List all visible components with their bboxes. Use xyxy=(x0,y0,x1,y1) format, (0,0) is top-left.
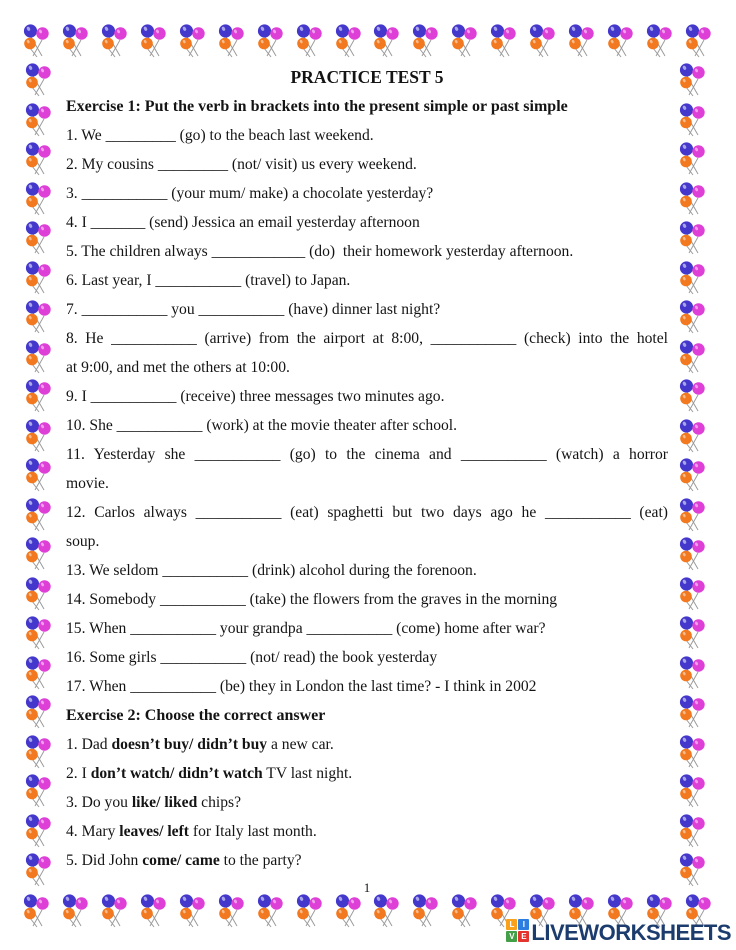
exercise1-item: 15. When ___________ your grandpa ___________ (come) home after war? xyxy=(66,620,546,637)
exercise1-item: 6. Last year, I ___________ (travel) to Japan. xyxy=(66,272,351,289)
balloon-cluster-icon xyxy=(24,181,54,219)
exercise1-item: 7. ___________ you ___________ (have) dinner last night? xyxy=(66,301,441,318)
balloon-cluster-icon xyxy=(334,23,364,61)
balloon-cluster-icon xyxy=(139,23,169,61)
exercise1-item: 12. Carlos always ___________ (eat) spaghetti but two days ago he ___________ (eat) soup. xyxy=(66,504,668,550)
balloon-cluster-icon xyxy=(24,339,54,377)
balloon-cluster-icon xyxy=(606,23,636,61)
balloon-cluster-icon xyxy=(678,536,708,574)
balloon-cluster-icon xyxy=(684,23,714,61)
balloon-cluster-icon xyxy=(24,576,54,614)
exercise2-item: 1. Dad doesn’t buy/ didn’t buy a new car. xyxy=(66,736,334,753)
balloon-cluster-icon xyxy=(678,655,708,693)
logo-letter-v: V xyxy=(506,931,517,942)
border-right xyxy=(678,62,708,890)
balloon-cluster-icon xyxy=(100,23,130,61)
balloon-cluster-icon xyxy=(678,299,708,337)
exercise2-heading: Exercise 2: Choose the correct answer xyxy=(66,707,326,724)
balloon-cluster-icon xyxy=(678,260,708,298)
balloon-cluster-icon xyxy=(678,457,708,495)
balloon-cluster-icon xyxy=(256,23,286,61)
balloon-cluster-icon xyxy=(678,813,708,851)
page-number: 1 xyxy=(363,880,371,895)
balloon-cluster-icon xyxy=(24,418,54,456)
balloon-cluster-icon xyxy=(24,536,54,574)
balloon-cluster-icon xyxy=(678,378,708,416)
balloon-cluster-icon xyxy=(528,23,558,61)
balloon-cluster-icon xyxy=(24,378,54,416)
balloon-cluster-icon xyxy=(24,734,54,772)
exercise1-item: 4. I _______ (send) Jessica an email yesterday afternoon xyxy=(66,214,420,231)
balloon-cluster-icon xyxy=(24,773,54,811)
balloon-cluster-icon xyxy=(678,694,708,732)
exercise2-item: 4. Mary leaves/ left for Italy last month. xyxy=(66,823,317,840)
border-left xyxy=(24,62,54,890)
liveworksheets-footer[interactable] xyxy=(506,919,731,946)
exercise2-item: 5. Did John come/ came to the party? xyxy=(66,852,302,869)
balloon-cluster-icon xyxy=(24,655,54,693)
page-title: PRACTICE TEST 5 xyxy=(290,67,444,87)
balloon-cluster-icon xyxy=(24,852,54,890)
balloon-cluster-icon xyxy=(61,23,91,61)
liveworksheets-logo-icon[interactable] xyxy=(506,919,529,943)
balloon-cluster-icon xyxy=(295,23,325,61)
liveworksheets-brand[interactable]: LIVEWORKSHEETS xyxy=(531,919,731,945)
balloon-cluster-icon xyxy=(24,615,54,653)
balloon-cluster-icon xyxy=(450,23,480,61)
balloon-cluster-icon xyxy=(678,220,708,258)
logo-letter-e: E xyxy=(518,931,529,942)
exercise1-item: 10. She ___________ (work) at the movie theater after school. xyxy=(66,417,458,434)
exercise1-item: 14. Somebody ___________ (take) the flowers from the graves in the morning xyxy=(66,591,558,608)
worksheet-content xyxy=(66,63,668,901)
exercise1-item: 16. Some girls ___________ (not/ read) the book yesterday xyxy=(66,649,438,666)
exercise1-item: 3. ___________ (your mum/ make) a chocolate yesterday? xyxy=(66,185,434,202)
balloon-cluster-icon xyxy=(372,23,402,61)
balloon-cluster-icon xyxy=(567,23,597,61)
exercise1-items xyxy=(66,121,668,701)
exercise1-item: 9. I ___________ (receive) three messages two minutes ago. xyxy=(66,388,445,405)
balloon-cluster-icon xyxy=(489,23,519,61)
exercise1-item: 13. We seldom ___________ (drink) alcohol during the forenoon. xyxy=(66,562,477,579)
exercise2-item: 3. Do you like/ liked chips? xyxy=(66,794,242,811)
balloon-cluster-icon xyxy=(678,339,708,377)
balloon-cluster-icon xyxy=(678,497,708,535)
balloon-cluster-icon xyxy=(678,62,708,100)
balloon-cluster-icon xyxy=(217,23,247,61)
exercise1-item: 1. We _________ (go) to the beach last weekend. xyxy=(66,127,374,144)
exercise1-item: 8. He ___________ (arrive) from the airport at 8:00, ___________ (check) into the hotel at 9:00, and met the others at 10:00. xyxy=(66,330,668,376)
balloon-cluster-icon xyxy=(678,576,708,614)
exercise2-items xyxy=(66,730,668,875)
balloon-cluster-icon xyxy=(678,141,708,179)
balloon-cluster-icon xyxy=(24,141,54,179)
balloon-cluster-icon xyxy=(645,23,675,61)
balloon-cluster-icon xyxy=(22,23,52,61)
balloon-cluster-icon xyxy=(24,457,54,495)
exercise1-item: 5. The children always ____________ (do) their homework yesterday afternoon. xyxy=(66,243,574,260)
balloon-cluster-icon xyxy=(411,23,441,61)
exercise1-heading: Exercise 1: Put the verb in brackets into the present simple or past simple xyxy=(66,98,568,115)
balloon-cluster-icon xyxy=(24,813,54,851)
balloon-cluster-icon xyxy=(678,773,708,811)
balloon-cluster-icon xyxy=(22,893,52,931)
border-top xyxy=(22,23,714,61)
exercise1-item: 11. Yesterday she ___________ (go) to the cinema and ___________ (watch) a horror movie. xyxy=(66,446,668,492)
logo-letter-i: I xyxy=(518,919,529,930)
balloon-cluster-icon xyxy=(24,299,54,337)
logo-letter-l: L xyxy=(506,919,517,930)
balloon-cluster-icon xyxy=(678,181,708,219)
balloon-cluster-icon xyxy=(24,694,54,732)
balloon-cluster-icon xyxy=(678,852,708,890)
balloon-cluster-icon xyxy=(678,418,708,456)
balloon-cluster-icon xyxy=(24,102,54,140)
balloon-cluster-icon xyxy=(178,23,208,61)
exercise2-item: 2. I don’t watch/ didn’t watch TV last night. xyxy=(66,765,353,782)
balloon-cluster-icon xyxy=(678,102,708,140)
balloon-cluster-icon xyxy=(24,497,54,535)
balloon-cluster-icon xyxy=(24,62,54,100)
balloon-cluster-icon xyxy=(678,734,708,772)
exercise1-item: 17. When ___________ (be) they in London the last time? - I think in 2002 xyxy=(66,678,537,695)
balloon-cluster-icon xyxy=(678,615,708,653)
balloon-cluster-icon xyxy=(24,220,54,258)
balloon-cluster-icon xyxy=(24,260,54,298)
exercise1-item: 2. My cousins _________ (not/ visit) us every weekend. xyxy=(66,156,417,173)
